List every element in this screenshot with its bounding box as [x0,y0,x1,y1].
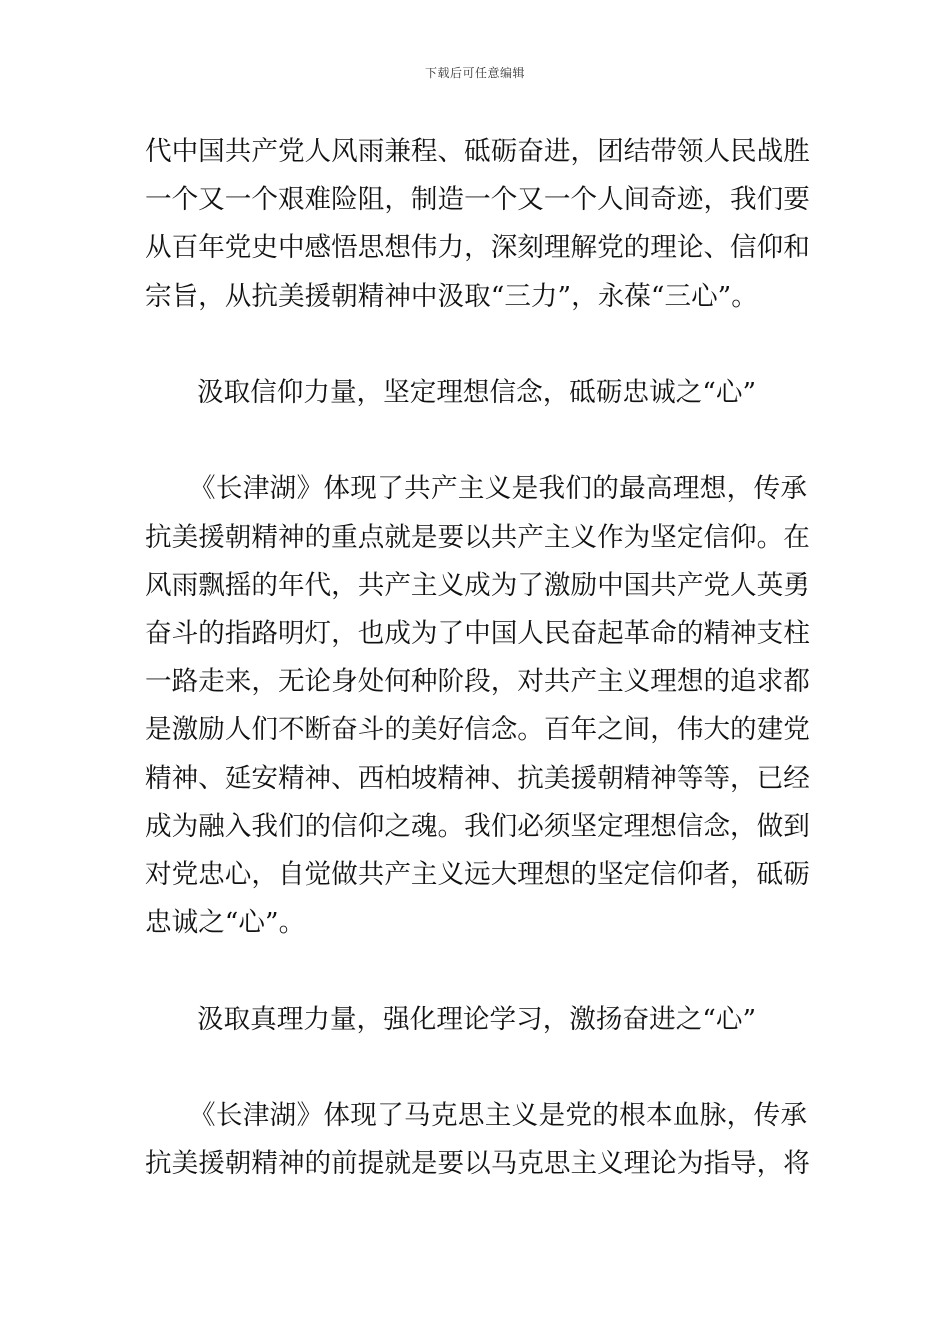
text-line: 成为融入我们的信仰之魂。我们必须坚定理想信念，做到 [145,810,810,842]
text-line: 奋斗的指路明灯，也成为了中国人民奋起革命的精神支柱 [145,618,810,649]
section-heading-2: 汲取真理力量，强化理论学习，激扬奋进之“心” [197,1003,757,1035]
text-line: 风雨飘摇的年代，共产主义成为了激励中国共产党人英勇 [145,569,810,601]
paragraph-3 [145,1092,810,1188]
paragraph-gap [145,321,807,369]
text-line: 代中国共产党人风雨兼程、砥砺奋进，团结带领人民战胜 [145,136,810,167]
text-line: 一个又一个艰难险阻，制造一个又一个人间奇迹，我们要 [145,184,810,216]
paragraph-gap [145,417,807,465]
text-line: 《长津湖》体现了共产主义是我们的最高理想，传承 [189,473,807,505]
text-line: 一路走来，无论身处何种阶段，对共产主义理想的追求都 [145,666,810,698]
text-line: 《长津湖》体现了马克思主义是党的根本血脉，传承 [189,1100,807,1131]
text-line: 抗美援朝精神的前提就是要以马克思主义理论为指导，将 [145,1148,810,1180]
paragraph-2 [145,465,810,947]
paragraph-1 [145,128,810,321]
paragraph-gap [145,947,807,995]
text-line: 对党忠心，自觉做共产主义远大理想的坚定信仰者，砥砺 [145,859,810,891]
text-line: 从百年党史中感悟思想伟力，深刻理解党的理论、信仰和 [145,232,810,264]
text-line: 精神、延安精神、西柏坡精神、抗美援朝精神等等，已经 [145,762,810,794]
text-line: 宗旨，从抗美援朝精神中汲取“三力”，永葆“三心”。 [145,280,758,312]
text-line: 忠诚之“心”。 [145,907,306,939]
section-heading-1: 汲取信仰力量，坚定理想信念，砥砺忠诚之“心” [197,377,757,408]
paragraph-gap [145,1044,807,1092]
text-line: 抗美援朝精神的重点就是要以共产主义作为坚定信仰。在 [145,521,810,553]
page-header: 下载后可任意编辑 [424,66,525,80]
document-body [145,128,810,1188]
text-line: 是激励人们不断奋斗的美好信念。百年之间，伟大的建党 [145,714,810,746]
